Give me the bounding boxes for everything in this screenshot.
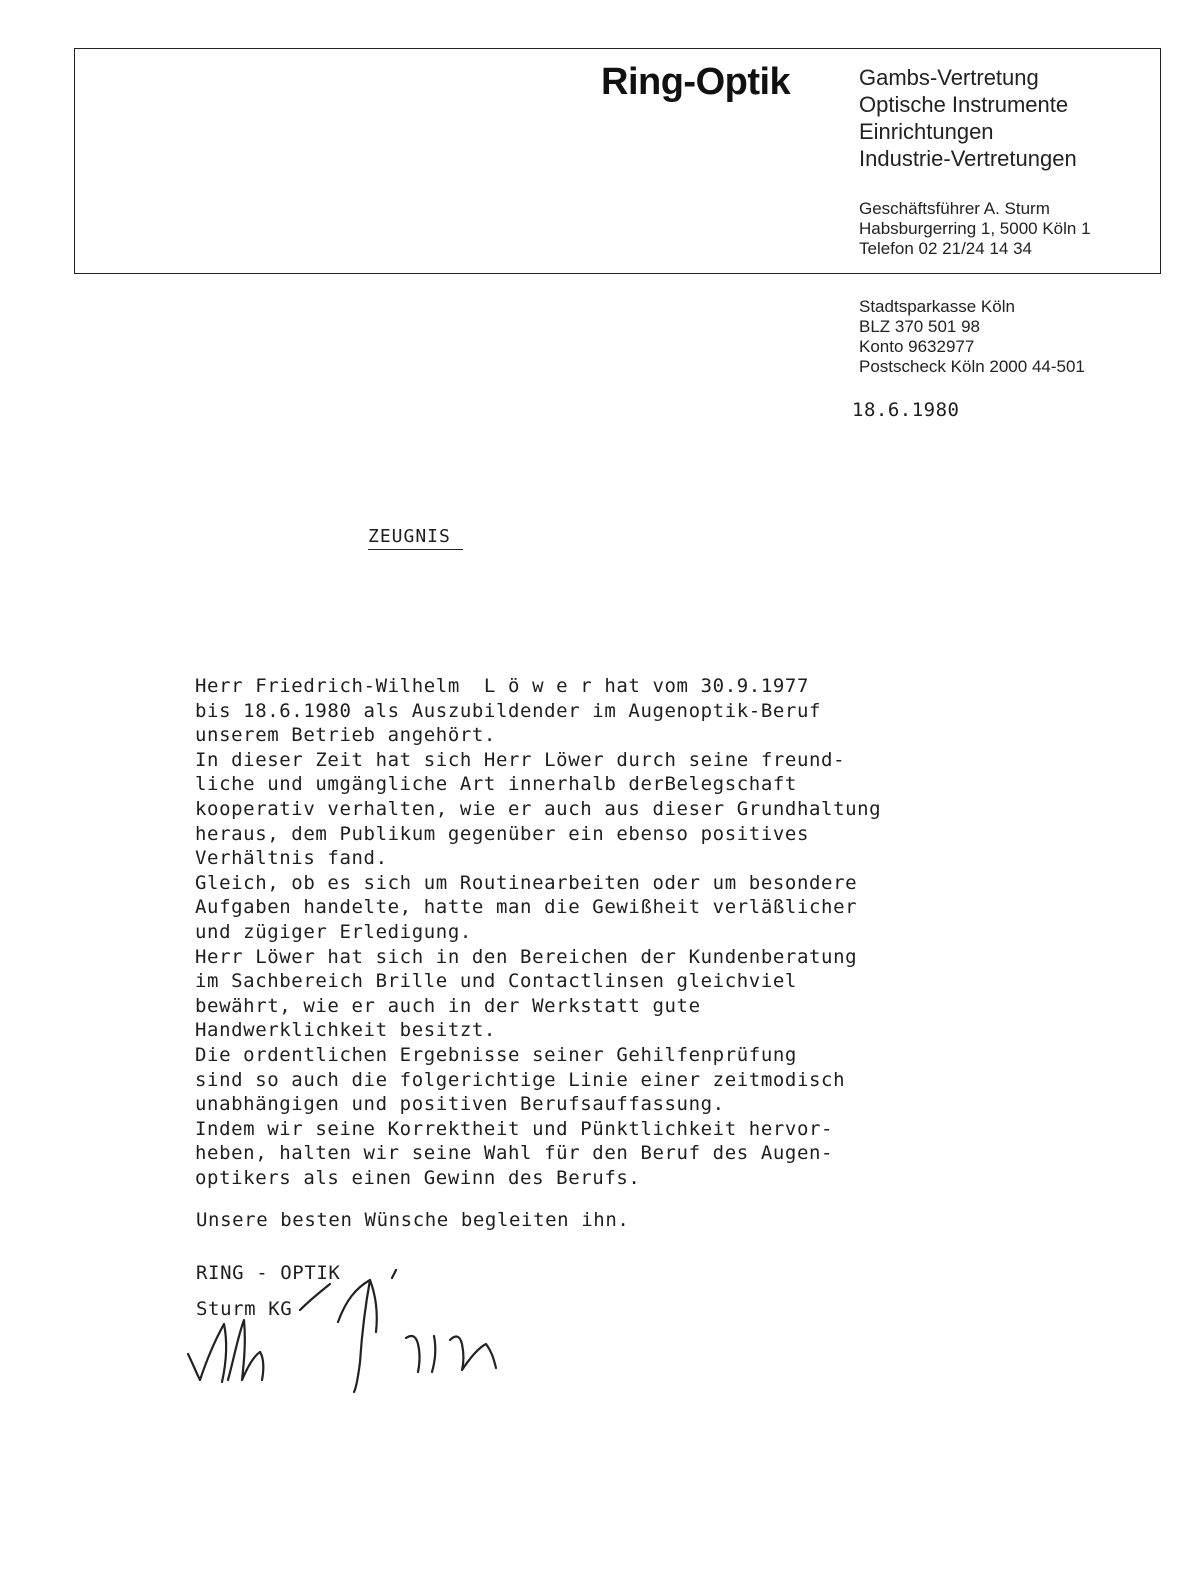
body-line: Indem wir seine Korrektheit und Pünktlichkeit hervor- bbox=[195, 1117, 834, 1140]
body-line: unabhängigen und positiven Berufsauffassung. bbox=[195, 1093, 725, 1116]
service-line: Optische Instrumente bbox=[859, 92, 1069, 117]
contact-line: Habsburgerring 1, 5000 Köln 1 bbox=[859, 219, 1091, 238]
company-name: Ring-Optik bbox=[601, 61, 791, 103]
body-line: Aufgaben handelte, hatte man die Gewißheit verläßlicher bbox=[195, 896, 858, 919]
body-line: Herr Löwer hat sich in den Bereichen der Kundenberatung bbox=[195, 945, 858, 968]
bank-line: BLZ 370 501 98 bbox=[859, 317, 980, 336]
bank-line: Postscheck Köln 2000 44-501 bbox=[859, 357, 1085, 376]
body-line: optikers als einen Gewinn des Berufs. bbox=[195, 1166, 641, 1189]
body-line: Handwerklichkeit besitzt. bbox=[195, 1019, 496, 1042]
body-line: liche und umgängliche Art innerhalb derBelegschaft bbox=[195, 773, 797, 796]
contact-info bbox=[859, 199, 1091, 259]
handwritten-signature bbox=[180, 1262, 520, 1412]
bank-line: Konto 9632977 bbox=[859, 337, 975, 356]
body-line: Herr Friedrich-Wilhelm L ö w e r hat vom 30.9.1977 bbox=[195, 675, 809, 697]
letter-date: 18.6.1980 bbox=[852, 399, 960, 421]
body-line: kooperativ verhalten, wie er auch aus dieser Grundhaltung bbox=[195, 797, 882, 820]
letterhead bbox=[74, 48, 1161, 274]
body-line: Verhältnis fand. bbox=[195, 847, 388, 870]
body-line: In dieser Zeit hat sich Herr Löwer durch seine freund- bbox=[195, 748, 846, 771]
signature-name: Sturm KG bbox=[196, 1298, 293, 1320]
contact-line: Geschäftsführer A. Sturm bbox=[859, 199, 1050, 218]
service-line: Einrichtungen bbox=[859, 119, 994, 144]
bank-details bbox=[859, 297, 1085, 377]
body-line: unserem Betrieb angehört. bbox=[195, 724, 496, 747]
closing-line: Unsere besten Wünsche begleiten ihn. bbox=[196, 1209, 630, 1231]
letter-body bbox=[195, 674, 881, 1190]
signature-company: RING - OPTIK bbox=[196, 1262, 341, 1284]
body-line: im Sachbereich Brille und Contactlinsen gleichviel bbox=[195, 970, 797, 993]
body-line: und zügiger Erledigung. bbox=[195, 920, 472, 943]
service-line: Gambs-Vertretung bbox=[859, 65, 1039, 90]
document-title: ZEUGNIS bbox=[368, 526, 463, 550]
service-line: Industrie-Vertretungen bbox=[859, 146, 1077, 171]
body-line: heben, halten wir seine Wahl für den Beruf des Augen- bbox=[195, 1142, 834, 1165]
bank-line: Stadtsparkasse Köln bbox=[859, 297, 1015, 316]
body-line: Die ordentlichen Ergebnisse seiner Gehilfenprüfung bbox=[195, 1043, 797, 1066]
body-line: heraus, dem Publikum gegenüber ein ebenso positives bbox=[195, 822, 809, 845]
body-line: sind so auch die folgerichtige Linie einer zeitmodisch bbox=[195, 1068, 846, 1091]
contact-line: Telefon 02 21/24 14 34 bbox=[859, 239, 1032, 258]
body-line: bis 18.6.1980 als Auszubildender im Augenoptik-Beruf bbox=[195, 699, 822, 722]
body-line: bewährt, wie er auch in der Werkstatt gute bbox=[195, 994, 701, 1017]
services-list bbox=[859, 64, 1077, 172]
body-line: Gleich, ob es sich um Routinearbeiten oder um besondere bbox=[195, 871, 858, 894]
